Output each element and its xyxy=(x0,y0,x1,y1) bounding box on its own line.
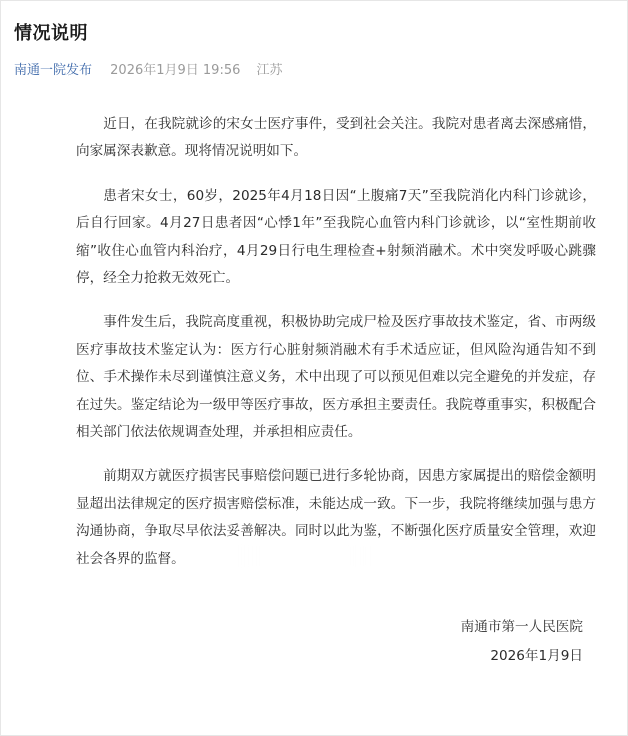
paragraph-case-details: 患者宋女士，60岁，2025年4月18日因“上腹痛7天”至我院消化内科门诊就诊，后自行回家。4月27日患者因“心悸1年”至我院心血管内科门诊就诊，以“室性期前收缩”收住心血管内科治疗，4月29日行电生理检查+射频消融术。术中突发呼吸心跳骤停，经全力抢救无效死亡。 xyxy=(76,187,596,287)
paragraph-intro: 近日，在我院就诊的宋女士医疗事件，受到社会关注。我院对患者离去深感痛惜，向家属深表歉意。现将情况说明如下。 xyxy=(76,116,596,160)
publish-location: 江苏 xyxy=(256,63,283,78)
paragraph-investigation: 事件发生后，我院高度重视，积极协助完成尸检及医疗事故技术鉴定，省、市两级医疗事故技术鉴定认为：医方行心脏射频消融术有手术适应证，但风险沟通告知不到位、手术操作未尽到谨慎注意义务，术中出现了可以预见但难以完全避免的并发症，存在过失。鉴定结论为一级甲等医疗事故，医方承担主要责任。我院尊重事实，积极配合相关部门依法依规调查处理，并承担相应责任。 xyxy=(76,314,596,441)
page-title: 情况说明 xyxy=(14,23,88,44)
publisher-account-link[interactable]: 南通一院发布 xyxy=(14,63,93,78)
signature-block xyxy=(461,613,583,671)
statement-body xyxy=(76,111,596,590)
paragraph-negotiation: 前期双方就医疗损害民事赔偿问题已进行多轮协商，因患方家属提出的赔偿金额明显超出法律规定的医疗损害赔偿标准，未能达成一致。下一步，我院将继续加强与患方沟通协商，争取尽早依法妥善解决。同时以此为鉴，不断强化医疗质量安全管理，欢迎社会各界的监督。 xyxy=(76,468,596,567)
post-meta xyxy=(14,59,283,78)
signature-org: 南通市第一人民医院 xyxy=(460,619,583,635)
signature-date: 2026年1月9日 xyxy=(490,648,583,664)
redaction-blur xyxy=(237,544,375,568)
publish-time: 2026年1月9日 19:56 xyxy=(110,63,241,78)
